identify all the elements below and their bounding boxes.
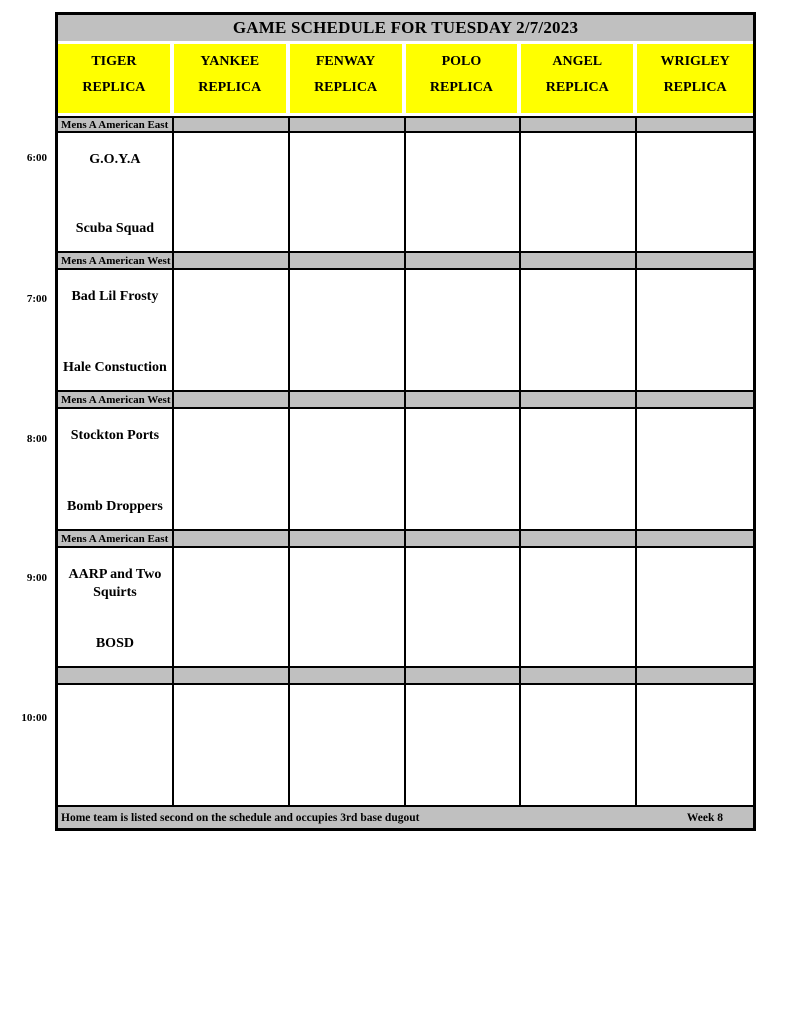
schedule-cell bbox=[406, 270, 522, 392]
schedule-cell bbox=[290, 409, 406, 531]
schedule-cell bbox=[174, 685, 290, 807]
schedule-cell bbox=[406, 409, 522, 531]
division-band-cell bbox=[637, 531, 753, 548]
schedule-cell bbox=[521, 270, 637, 392]
field-header-yankee bbox=[174, 44, 290, 116]
field-header-fenway bbox=[290, 44, 406, 116]
schedule-cell bbox=[637, 409, 753, 531]
time-label: 6:00 bbox=[26, 152, 47, 164]
field-name: YANKEE bbox=[200, 54, 260, 69]
schedule-cell bbox=[637, 548, 753, 668]
field-name: FENWAY bbox=[315, 54, 376, 69]
division-band-cell bbox=[174, 392, 290, 409]
schedule-cell bbox=[637, 133, 753, 253]
division-band-cell bbox=[521, 253, 637, 270]
division-band-cell bbox=[521, 116, 637, 133]
division-band-cell bbox=[290, 253, 406, 270]
schedule-cell bbox=[290, 133, 406, 253]
division-band-cell bbox=[290, 668, 406, 685]
division-band-cell bbox=[174, 253, 290, 270]
schedule-cell bbox=[290, 270, 406, 392]
schedule-cell bbox=[521, 685, 637, 807]
division-band: Mens A American West bbox=[58, 392, 174, 409]
schedule-cell bbox=[174, 409, 290, 531]
schedule-cell bbox=[174, 548, 290, 668]
schedule-cell bbox=[174, 270, 290, 392]
schedule-cell bbox=[406, 133, 522, 253]
field-header-polo bbox=[406, 44, 522, 116]
matchup-cell bbox=[58, 409, 174, 531]
division-band-cell bbox=[637, 116, 753, 133]
footer-note: Home team is listed second on the schedule and occupies 3rd base dugout bbox=[61, 811, 420, 824]
time-label: 10:00 bbox=[21, 712, 47, 724]
schedule-cell bbox=[406, 548, 522, 668]
field-type: REPLICA bbox=[663, 80, 727, 95]
away-team: Bad Lil Frosty bbox=[71, 289, 159, 304]
home-team: BOSD bbox=[95, 635, 134, 651]
field-name: TIGER bbox=[91, 54, 137, 69]
matchup-cell bbox=[58, 685, 174, 807]
time-label: 9:00 bbox=[26, 572, 47, 584]
division-band-cell bbox=[521, 668, 637, 685]
division-band-cell bbox=[174, 668, 290, 685]
away-team: Stockton Ports bbox=[70, 428, 160, 443]
division-band: Mens A American East bbox=[58, 531, 174, 548]
division-band-cell bbox=[406, 531, 522, 548]
schedule-cell bbox=[637, 270, 753, 392]
division-band-cell bbox=[174, 116, 290, 133]
division-band-cell bbox=[406, 116, 522, 133]
schedule-cell bbox=[174, 133, 290, 253]
away-team: G.O.Y.A bbox=[89, 152, 141, 167]
schedule-cell bbox=[406, 685, 522, 807]
division-band-cell bbox=[521, 392, 637, 409]
division-band-cell bbox=[521, 531, 637, 548]
division-band bbox=[58, 668, 174, 685]
matchup-cell bbox=[58, 133, 174, 253]
time-label: 8:00 bbox=[26, 433, 47, 445]
division-band-cell bbox=[406, 253, 522, 270]
time-label: 7:00 bbox=[26, 293, 47, 305]
division-band: Mens A American East bbox=[58, 116, 174, 133]
division-band-cell bbox=[290, 531, 406, 548]
week-label: Week 8 bbox=[686, 811, 723, 824]
footer-bar bbox=[58, 807, 753, 828]
matchup-cell bbox=[58, 270, 174, 392]
home-team: Scuba Squad bbox=[75, 220, 155, 236]
field-type: REPLICA bbox=[545, 80, 609, 95]
division-band-cell bbox=[637, 392, 753, 409]
division-band-cell bbox=[406, 392, 522, 409]
home-team: Bomb Droppers bbox=[67, 498, 163, 514]
schedule-grid bbox=[55, 12, 756, 831]
schedule-title: GAME SCHEDULE FOR TUESDAY 2/7/2023 bbox=[58, 15, 753, 44]
division-band-cell bbox=[174, 531, 290, 548]
field-type: REPLICA bbox=[429, 80, 493, 95]
division-band-cell bbox=[637, 253, 753, 270]
field-name: POLO bbox=[441, 54, 482, 69]
division-band-cell bbox=[406, 668, 522, 685]
schedule-cell bbox=[521, 133, 637, 253]
field-header-angel bbox=[521, 44, 637, 116]
field-type: REPLICA bbox=[82, 80, 146, 95]
schedule-cell bbox=[637, 685, 753, 807]
field-name: WRIGLEY bbox=[660, 54, 730, 69]
away-team: AARP and Two Squirts bbox=[68, 567, 162, 600]
schedule-cell bbox=[521, 548, 637, 668]
division-band: Mens A American West bbox=[58, 253, 174, 270]
field-type: REPLICA bbox=[314, 80, 378, 95]
schedule-cell bbox=[521, 409, 637, 531]
schedule-cell bbox=[290, 685, 406, 807]
field-header-wrigley bbox=[637, 44, 753, 116]
division-band-cell bbox=[637, 668, 753, 685]
division-band-cell bbox=[290, 116, 406, 133]
field-name: ANGEL bbox=[552, 54, 603, 69]
home-team: Hale Constuction bbox=[62, 359, 167, 375]
matchup-cell bbox=[58, 548, 174, 668]
division-band-cell bbox=[290, 392, 406, 409]
field-header-tiger bbox=[58, 44, 174, 116]
schedule-cell bbox=[290, 548, 406, 668]
field-type: REPLICA bbox=[198, 80, 262, 95]
